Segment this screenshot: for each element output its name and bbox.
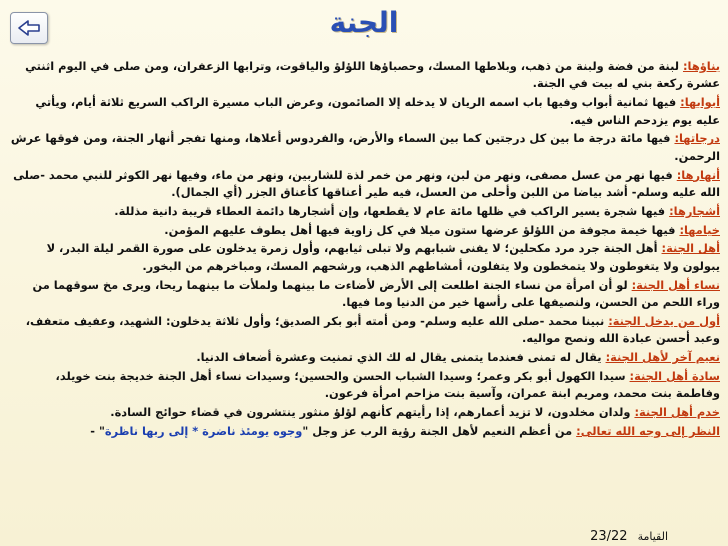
list-item-gates (8, 94, 720, 129)
surah-name: القيامة (637, 530, 668, 543)
item-label: سادة أهل الجنة: (629, 368, 720, 383)
item-text: لبنة من فضة ولبنة من ذهب، وبلاطها المسك، وحصباؤها اللؤلؤ والياقوت، وترابها الزعفران، ومن صلى في اليوم اثنتي عشرة ركعة بني له بيت في الجنة. (25, 59, 720, 91)
item-text-end: " - (90, 423, 105, 438)
item-label: أهل الجنة: (661, 241, 720, 256)
item-text: نبينا محمد -صلى الله عليه وسلم- ومن أمته أبو بكر الصديق؛ وأول ثلاثة يدخلون: الشهيد، وعفيف متعفف، وعبد أحسن عبادة الله ونصح مواليه. (25, 313, 720, 346)
item-label: خيامها: (679, 222, 720, 237)
item-label: بناؤها: (682, 59, 720, 73)
quran-quote: وجوه يومئذ ناضرة * إلى ربها ناظرة (104, 423, 303, 438)
item-label: أشجارها: (669, 203, 720, 218)
item-label: درجاتها: (674, 131, 720, 146)
item-label: أول من يدخل الجنة: (608, 313, 720, 328)
item-text: من أعظم النعيم لأهل الجنة رؤية الرب عز وجل " (302, 423, 577, 438)
list-item-first-to-enter (8, 313, 720, 348)
list-item-trees (8, 203, 720, 220)
item-label: النظر إلى وجه الله تعالى: (576, 423, 720, 438)
page-title: الجنة (329, 6, 399, 39)
item-text: يقال له تمنى فعندما يتمنى يقال له لك الذي تمنيت وعشرة أضعاف الدنيا. (196, 350, 606, 365)
list-item-building (8, 58, 720, 93)
item-text: فيها مائة درجة ما بين كل درجتين كما بين السماء والأرض، والفردوس أعلاها، ومنها تفجر أنهار الجنة، ومن فوقها عرش الرحمن. (10, 131, 720, 163)
item-label: أنهارها: (676, 167, 720, 182)
item-text: فيها خيمة مجوفة من اللؤلؤ عرضها ستون ميلا في كل زاوية فيها أهل يطوف عليهم المؤمن. (164, 222, 680, 237)
list-item-women (8, 277, 720, 312)
list-item-tents (8, 222, 720, 239)
list-item-seeing-god (8, 423, 720, 440)
list-item-people (8, 240, 720, 275)
item-text: فيها شجرة يسير الراكب في ظلها مائة عام لا يقطعها، وإن أشجارها دائمة العطاء قريبة دانية مذللة. (114, 203, 670, 218)
item-text: سيدا الكهول أبو بكر وعمر؛ وسيدا الشباب الحسن والحسين؛ وسيدات نساء أهل الجنة خديجة بنت خويلد، وفاطمة بنت محمد، ومريم ابنة عمران، وآسية بنت مزاحم امرأة فرعون. (55, 368, 720, 401)
item-label: نساء أهل الجنة: (631, 277, 720, 292)
item-label: خدم أهل الجنة: (634, 405, 720, 420)
item-label: أبوابها: (680, 95, 720, 110)
item-text: ولدان مخلدون، لا تزيد أعمارهم، إذا رأيتهم كأنهم لؤلؤ منثور ينتشرون في قضاء حوائج السادة. (110, 405, 635, 420)
item-text: لو أن امرأة من نساء الجنة اطلعت إلى الأرض لأضاءت ما بينهما ولملأت ما بينهما ريحا، ويرى مخ سوقهما من وراء اللحم من الحسن، ولنصيفها على رأسها خير من الدنيا وما فيها. (32, 277, 720, 310)
list-item-rivers (8, 167, 720, 202)
list-item-servants (8, 404, 720, 421)
page-number: 23/22 (590, 529, 628, 544)
list-item-levels (8, 130, 720, 165)
item-label: نعيم آخر لأهل الجنة: (605, 350, 720, 365)
list-item-masters (8, 368, 720, 403)
content (8, 58, 720, 442)
item-text: فيها نهر من عسل مصفى، ونهر من لبن، ونهر من خمر لذة للشاربين، ونهر من ماء، وفيها نهر الكوثر للنبي محمد -صلى الله عليه وسلم- أشد بياضا من اللبن وأحلى من العسل، فيه طير أعناقها كأعناق الجزر (أي الجمال). (13, 167, 720, 200)
item-text: فيها ثمانية أبواب وفيها باب اسمه الريان لا يدخله إلا الصائمون، وعرض الباب مسيرة الراكب السريع ثلاثة أيام، ويأتي عليه يوم يزدحم الناس فيه. (35, 95, 720, 127)
item-text: أهل الجنة جرد مرد مكحلين؛ لا يفنى شبابهم ولا تبلى ثيابهم، وأول زمرة يدخلون على صورة القمر ليلة البدر، لا يبولون ولا يتغوطون ولا يتمخطون ولا يتفلون، أمشاطهم الذهب، ورشحهم المسك، ومباخرهم من البخور. (46, 241, 720, 273)
list-item-last-bliss (8, 349, 720, 366)
footer-reference (590, 529, 668, 544)
